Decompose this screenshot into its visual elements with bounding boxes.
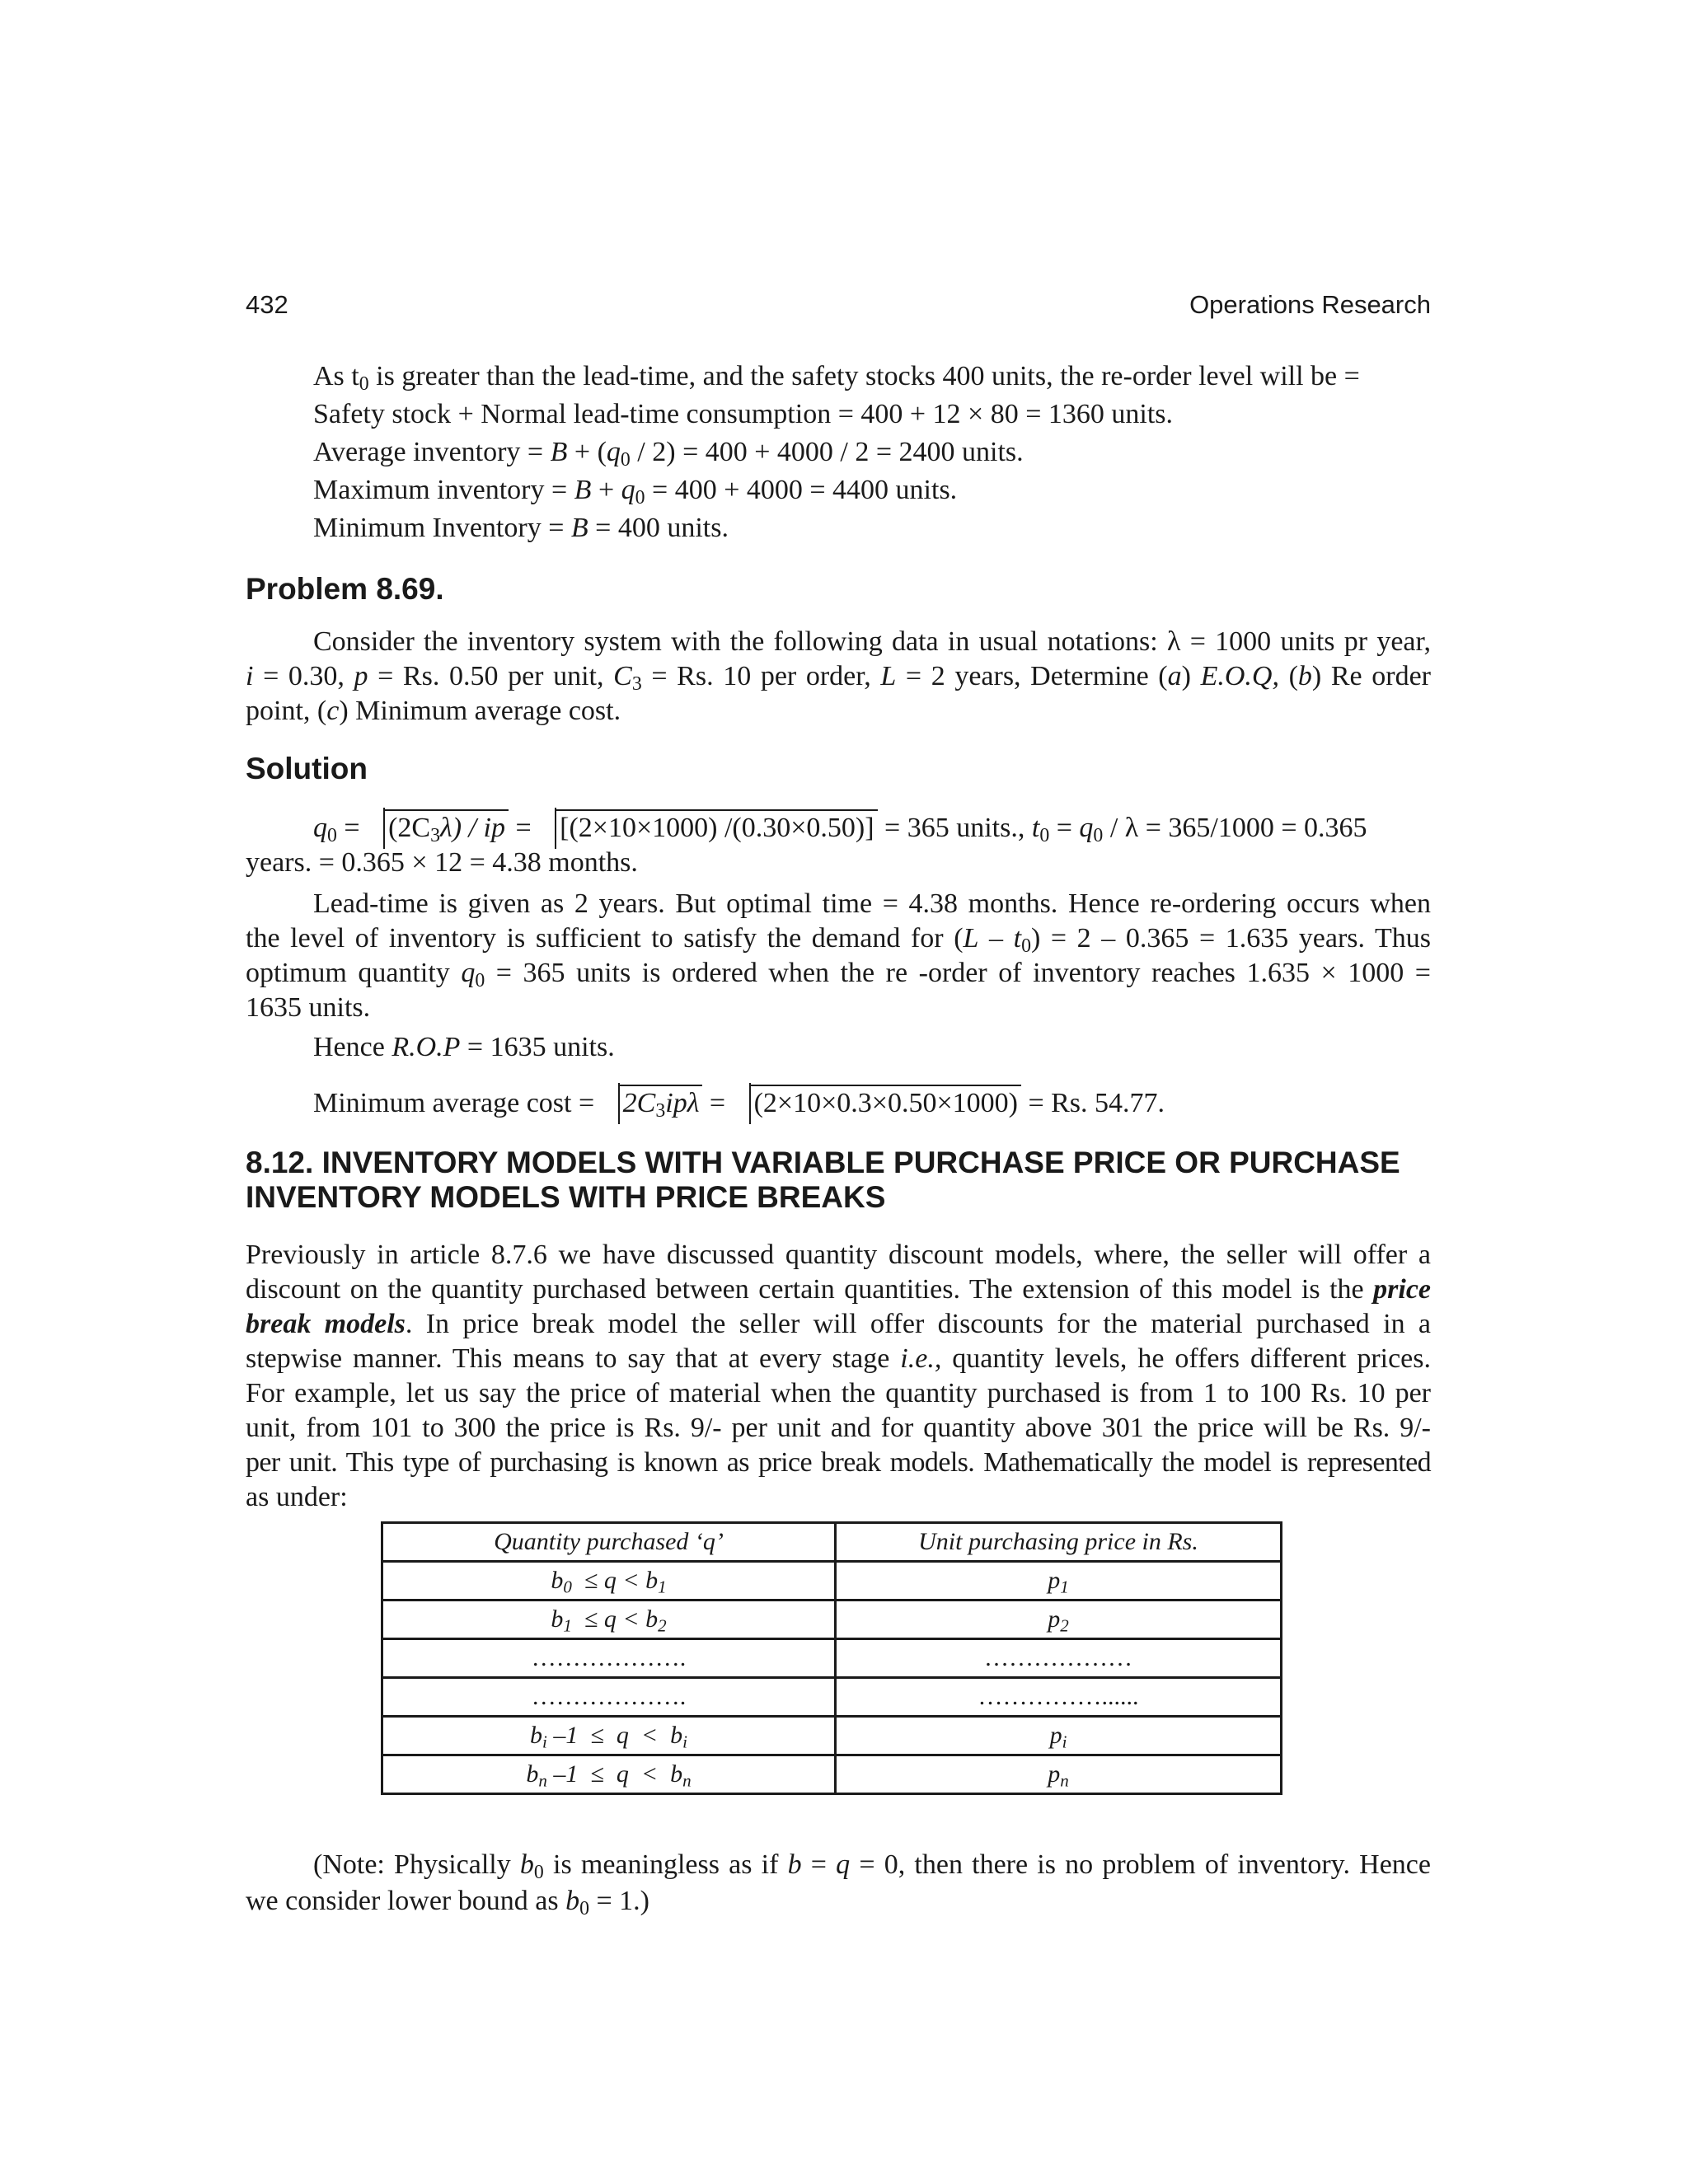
- table-cell-quantity: $b_0 \le q < b_1$: [382, 1562, 836, 1601]
- solution-p2-line-3: optimum quantity $q_0 = 365$ units is ordered when the re -order of inventory reaches 1.635 × 1000 =: [246, 958, 1431, 991]
- sqrt-cost-numeric: (2×10×0.3×0.50×1000): [733, 1085, 1021, 1121]
- price-break-table: [381, 1521, 1282, 1795]
- problem-line-2: i = 0.30, p = Rs. 0.50 per unit, $C_3 = Rs$. 10 per order, L = 2 years, Determine (a) E.O.Q, (b) Re order: [246, 661, 1431, 695]
- solution-eoq-line: $q_0 = (2C_3\lambda)$ / ip = [(2×10×1000) /(0.30×0.50)] = 365 units., $t_0 = q_0 / \lambda = 365/1000 = 0.365$: [313, 809, 1367, 846]
- table-cell-price: $p_i$: [836, 1717, 1282, 1755]
- table-cell-price: $p_2$: [836, 1601, 1282, 1639]
- solution-p2-line-1: Lead-time is given as 2 years. But optimal time = 4.38 months. Hence re-ordering occurs when: [313, 888, 1431, 919]
- table-row: [382, 1639, 1282, 1678]
- problem-line-3: point, (c) Minimum average cost.: [246, 696, 621, 726]
- table-cell-quantity: $b_i$ $-1 \le q < b_i$: [382, 1717, 836, 1755]
- table-cell-price: $p_n$: [836, 1755, 1282, 1794]
- sqrt-eoq-formula: $(2C_3\lambda)$ / ip: [367, 809, 509, 846]
- solution-p2-line-2: the level of inventory is sufficient to satisfy the demand for $(L - t_0) = 2 - 0.365 = 1.635$ years. Thus: [246, 923, 1432, 957]
- table-cell-ellipsis: ………………: [836, 1639, 1282, 1678]
- table-row: [382, 1755, 1282, 1794]
- problem-heading: Problem 8.69.: [246, 572, 444, 606]
- note-line-1: (Note: Physically $b_0$ is meaningless as if b = q = 0, then there is no problem of inventory. Hence: [313, 1849, 1431, 1883]
- continuation-line-5: Minimum Inventory = B = 400 units.: [313, 513, 729, 543]
- table-cell-price: $p_1$: [836, 1562, 1282, 1601]
- section-p-line-8: as under:: [246, 1482, 348, 1512]
- table-row: [382, 1562, 1282, 1601]
- page-number: 432: [246, 290, 288, 319]
- table-row: [382, 1717, 1282, 1755]
- section-p-line-5: For example, let us say the price of material when the quantity purchased is from 1 to 100 Rs. 10 per: [246, 1378, 1431, 1408]
- section-p-line-7: per unit. This type of purchasing is known as price break models. Mathematically the model is represented: [246, 1447, 1431, 1478]
- section-p-line-6: unit, from 101 to 300 the price is Rs. 9/- per unit and for quantity above 301 the price will be Rs. 9/-: [246, 1413, 1431, 1443]
- section-p-line-3: break models. In price break model the seller will offer discounts for the material purchased in a: [246, 1309, 1431, 1339]
- section-heading-line-1: 8.12. INVENTORY MODELS WITH VARIABLE PURCHASE PRICE OR PURCHASE: [246, 1146, 1400, 1179]
- table-header-row: [382, 1523, 1282, 1562]
- sqrt-cost-formula: $2C_3ip\lambda$: [602, 1085, 703, 1121]
- table-row: [382, 1678, 1282, 1717]
- running-title: Operations Research: [1189, 290, 1431, 319]
- section-p-line-2: discount on the quantity purchased between certain quantities. The extension of this model is the price: [246, 1274, 1431, 1305]
- continuation-line-1: As $t_0$ is greater than the lead-time, and the safety stocks 400 units, the re-order level will be =: [313, 361, 1360, 395]
- solution-p2-line-4: 1635 units.: [246, 992, 371, 1023]
- table-row: [382, 1601, 1282, 1639]
- section-heading-line-2: INVENTORY MODELS WITH PRICE BREAKS: [246, 1180, 886, 1214]
- table-cell-quantity: $b_n$ $-1 \le q < b_n$: [382, 1755, 836, 1794]
- table-cell-ellipsis: ……………….: [382, 1678, 836, 1717]
- sqrt-eoq-numeric: [(2×10×1000) /(0.30×0.50)]: [538, 809, 877, 846]
- table-cell-ellipsis: ……………......: [836, 1678, 1282, 1717]
- solution-line-2: years. = 0.365 × 12 = 4.38 months.: [246, 847, 638, 878]
- section-p-line-4: stepwise manner. This means to say that at every stage i.e., quantity levels, he offers different prices.: [246, 1343, 1431, 1374]
- continuation-line-2: Safety stock + Normal lead-time consumption = 400 + 12 × 80 = 1360 units.: [313, 399, 1174, 429]
- section-p-line-1: Previously in article 8.7.6 we have discussed quantity discount models, where, the seller will offer a: [246, 1240, 1431, 1270]
- continuation-line-3: Average inventory = $B + (q_0 / 2) = 400 + 4000 / 2 = 2400$ units.: [313, 437, 1024, 471]
- min-avg-cost-line: Minimum average $\cos t = 2C_3ip\lambda = (2\times 10\times 0.3\times 0.50\times 1000) = Rs$. 54.77.: [313, 1085, 1165, 1121]
- table-cell-ellipsis: ……………….: [382, 1639, 836, 1678]
- note-line-2: we consider lower bound as $b_0 = 1$.): [246, 1886, 649, 1919]
- table-header-price: Unit purchasing price in Rs.: [836, 1523, 1282, 1562]
- continuation-line-4: Maximum inventory = $B + q_0 = 400 + 4000 = 4400$ units.: [313, 475, 958, 509]
- table-cell-quantity: $b_1 \le q < b_2$: [382, 1601, 836, 1639]
- solution-heading: Solution: [246, 752, 368, 785]
- problem-line-1: Consider the inventory system with the following data in usual notations: λ = 1000 units pr year,: [313, 626, 1431, 657]
- table-header-quantity: Quantity purchased ‘q’: [382, 1523, 836, 1562]
- rop-line: Hence R.O.P = 1635 units.: [313, 1032, 615, 1062]
